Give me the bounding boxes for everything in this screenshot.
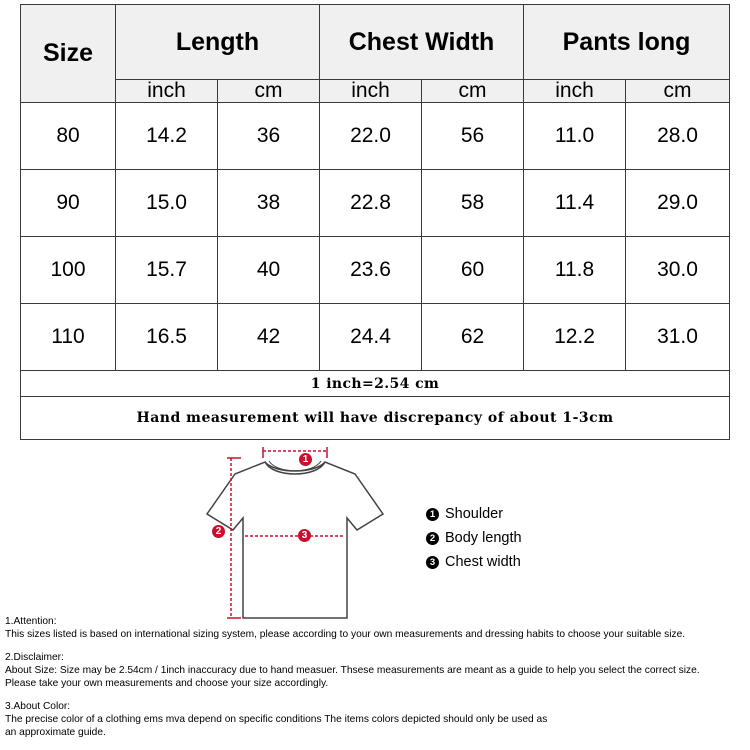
legend-number: 2: [426, 532, 439, 545]
pants-inch-cell: 11.0: [524, 103, 626, 170]
pants-inch-cell: 11.8: [524, 237, 626, 304]
length-cm-cell: 40: [218, 237, 320, 304]
measurement-note-row: [21, 397, 730, 440]
measurement-note: Hand measurement will have discrepancy of about 1-3cm: [21, 397, 730, 440]
attention-title: 1.Attention:: [5, 616, 57, 627]
chest-inch-cell: 23.6: [320, 237, 422, 304]
legend-item-shoulder: [426, 502, 522, 526]
chest-width-marker-badge: 3: [298, 529, 311, 542]
chest-inch-cell: 22.8: [320, 170, 422, 237]
pants-long-header: Pants long: [524, 5, 730, 80]
length-header: Length: [116, 5, 320, 80]
color-note: [5, 700, 747, 739]
chest-cm-cell: 58: [422, 170, 524, 237]
pants-cm-cell: 29.0: [626, 170, 730, 237]
conversion-note: 1 inch=2.54 cm: [21, 371, 730, 397]
color-text-line: an approximate guide.: [5, 727, 106, 738]
length-cm-cell: 36: [218, 103, 320, 170]
size-cell: 110: [21, 304, 116, 371]
size-cell: 80: [21, 103, 116, 170]
color-text-line: The precise color of a clothing ems mva depend on specific conditions The items colors depicted should only be used as: [5, 714, 548, 725]
chest-cm-cell: 62: [422, 304, 524, 371]
notes-section: [5, 615, 747, 749]
pants-cm-cell: 28.0: [626, 103, 730, 170]
legend-item-chest-width: [426, 550, 522, 574]
tshirt-diagram: [205, 444, 395, 622]
attention-text: This sizes listed is based on international sizing system, please according to your own measurements and dressing habits to choose your suitable size.: [5, 629, 686, 640]
length-inch-cell: 15.0: [116, 170, 218, 237]
unit-header: cm: [626, 80, 730, 103]
disclaimer-text-line: Please take your own measurements and choose your size accordingly.: [5, 678, 329, 689]
body-length-marker-badge: 2: [212, 525, 225, 538]
size-header: Size: [21, 5, 116, 103]
pants-cm-cell: 30.0: [626, 237, 730, 304]
legend-item-body-length: [426, 526, 522, 550]
unit-row: [21, 80, 730, 103]
attention-note: [5, 615, 747, 641]
tshirt-outline: [207, 462, 383, 618]
length-inch-cell: 14.2: [116, 103, 218, 170]
unit-header: inch: [320, 80, 422, 103]
length-cm-cell: 42: [218, 304, 320, 371]
chest-width-header: Chest Width: [320, 5, 524, 80]
pants-inch-cell: 11.4: [524, 170, 626, 237]
chest-cm-cell: 56: [422, 103, 524, 170]
table-row: [21, 304, 730, 371]
table-row: [21, 103, 730, 170]
disclaimer-text-line: About Size: Size may be 2.54cm / 1inch inaccuracy due to hand measuer. Thsese measurements are meant as a guide to help you select the correct size.: [5, 665, 700, 676]
header-row: [21, 5, 730, 80]
size-chart-table: [20, 4, 730, 440]
disclaimer-note: [5, 651, 747, 690]
unit-header: cm: [422, 80, 524, 103]
pants-cm-cell: 31.0: [626, 304, 730, 371]
chest-cm-cell: 60: [422, 237, 524, 304]
size-cell: 90: [21, 170, 116, 237]
disclaimer-title: 2.Disclaimer:: [5, 652, 64, 663]
chest-inch-cell: 22.0: [320, 103, 422, 170]
chest-inch-cell: 24.4: [320, 304, 422, 371]
unit-header: cm: [218, 80, 320, 103]
unit-header: inch: [116, 80, 218, 103]
legend-number: 3: [426, 556, 439, 569]
table-row: [21, 170, 730, 237]
length-inch-cell: 16.5: [116, 304, 218, 371]
measurement-legend: [426, 502, 522, 574]
color-title: 3.About Color:: [5, 701, 71, 712]
unit-header: inch: [524, 80, 626, 103]
length-inch-cell: 15.7: [116, 237, 218, 304]
shoulder-marker-badge: 1: [299, 453, 312, 466]
length-cm-cell: 38: [218, 170, 320, 237]
size-cell: 100: [21, 237, 116, 304]
legend-label: Body length: [445, 530, 522, 546]
pants-inch-cell: 12.2: [524, 304, 626, 371]
legend-number: 1: [426, 508, 439, 521]
table-row: [21, 237, 730, 304]
conversion-note-row: [21, 371, 730, 397]
legend-label: Chest width: [445, 554, 521, 570]
legend-label: Shoulder: [445, 506, 504, 522]
